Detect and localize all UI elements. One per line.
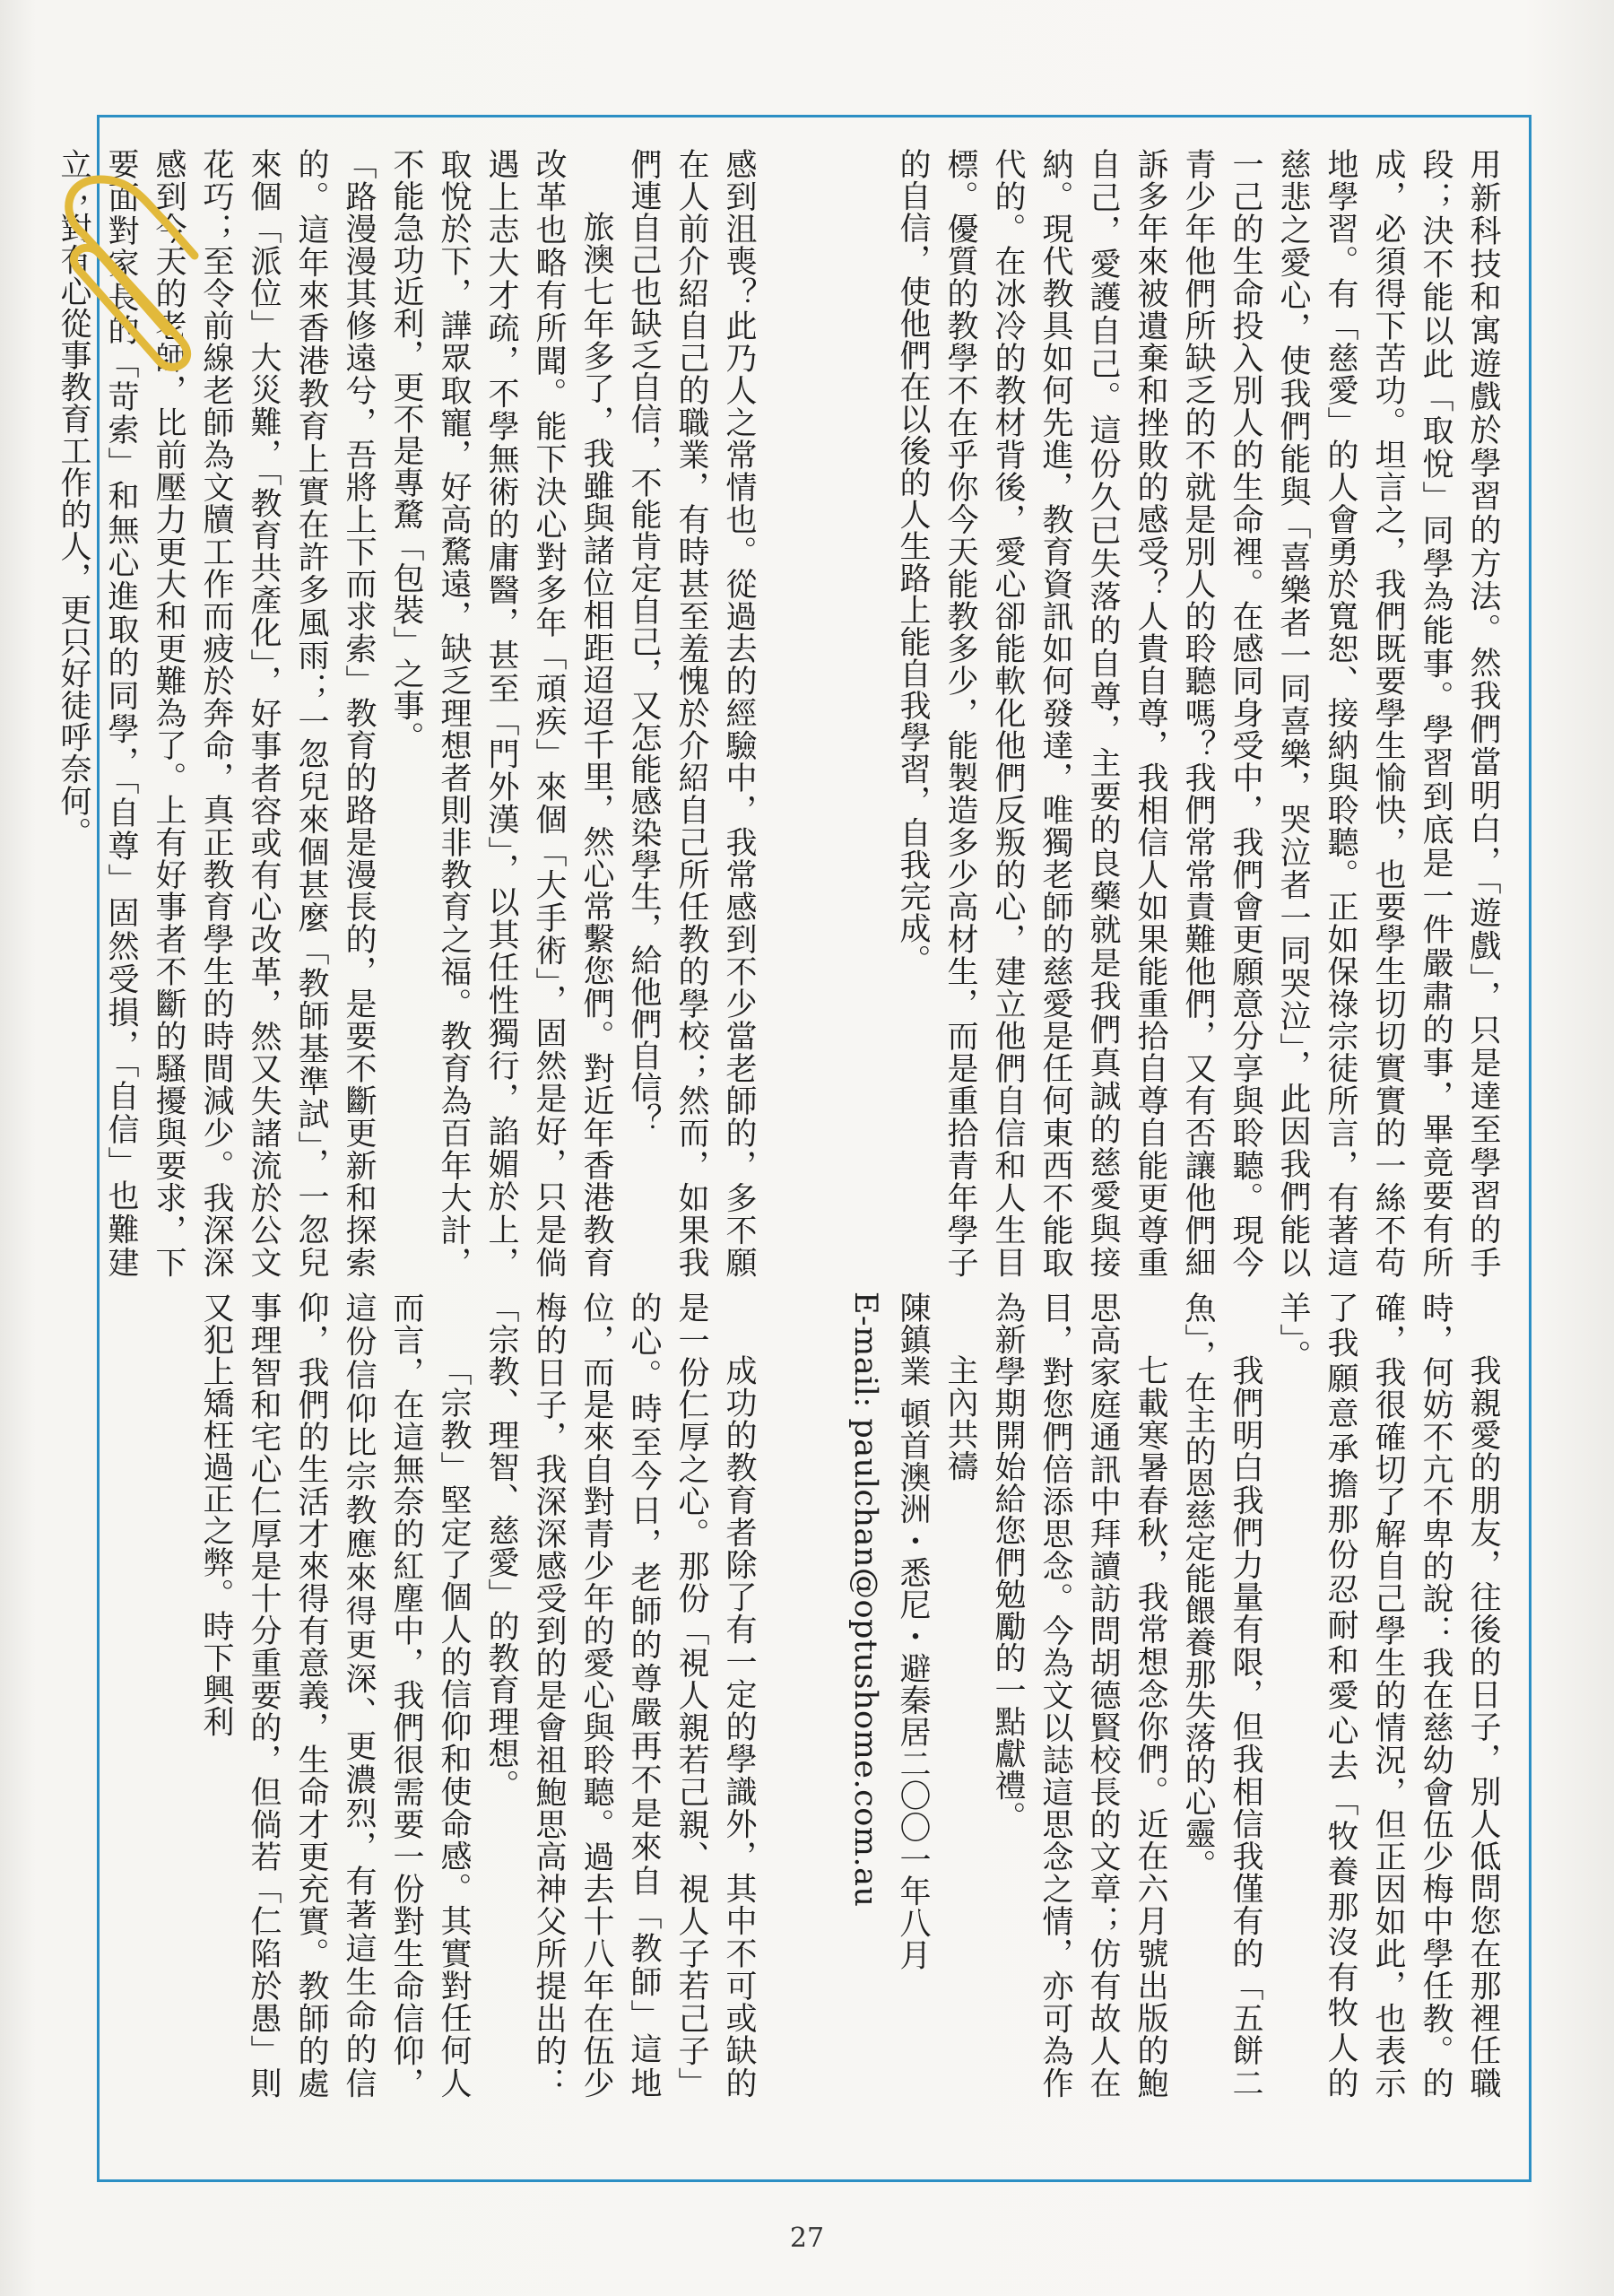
paperclip-icon [47,161,208,386]
article-column-lower-right [780,1292,1506,2099]
paragraph-frustration: 感到沮喪？此乃人之常情也。從過去的經驗中，我常感到不少當老師的，多不願在人前介紹自己的職業，有時甚至羞愧於介紹自己所任教的學校；然而，如果我們連自己也缺乏自信，不能肯定自己，又怎能感染學生，給他們自信？ [626,148,757,1278]
paragraph-games-and-love: 用新科技和寓遊戲於學習的方法。然我們當明白，「遊戲」，只是達至學習的手段；決不能以此「取悅」同學為能事。學習到底是一件嚴肅的事，畢竟要有所成，必須得下苦功。坦言之，我們既要學生愉快，也要學生切切實實的一絲不苟地學習。有「慈愛」的人會勇於寬恕、接納與聆聽。正如保祿宗徒所言，有著這慈悲之愛心，使我們能與「喜樂者一同喜樂，哭泣者一同哭泣」，此因我們能以一己的生命投入別人的生命裡。在感同身受中，我們會更願意分享與聆聽。現今青少年他們所缺乏的不就是別人的聆聽嗎？我們常常責難他們，又有否讓他們細訴多年來被遺棄和挫敗的感受？人貴自尊，我相信人如果能重拾自尊自能更尊重自己，愛護自己。這份久已失落的自尊，主要的良藥就是我們真誠的慈愛與接納。現代教具如何先進，教育資訊如何發達，唯獨老師的慈愛是任何東西不能取代的。在冰冷的教材背後，愛心卻能軟化他們反叛的心，建立他們自信和人生目標。優質的教學不在乎你今天能教多少，能製造多少高材生，而是重拾青年學子的自信，使他們在以後的人生路上能自我學習，自我完成。 [895,148,1501,1278]
paragraph-seven-years: 七載寒暑春秋，我常想念你們。近在六月號出版的鮑思高家庭通訊中拜讀訪問胡德賢校長的文章；仿有故人在目，對您們倍添思念。今為文以誌這思念之情，亦可為作為新學期開始給您們勉勵的一點獻禮。 [990,1292,1168,2099]
page-number: 27 [789,2222,825,2254]
paragraph-long-road: 「路漫漫其修遠兮，吾將上下而求索」教育的路是漫長的，是要不斷更新和探索的。這年來香港教育上實在許多風雨；一忽兒來個甚麼「教師基準試」，一忽兒來個「派位」大災難，「教育共產化」，好事者容或有心改革，然又失諸流於公文花巧；至令前線老師為文牘工作而疲於奔命，真正教育學生的時間減少。我深深感到今天的老師，比前壓力更大和更難為了。上有好事者不斷的騷擾與要求，下要面對家長的「苛索」和無心進取的同學，「自尊」固然受損，「自信」也難建立；對有心從事教育工作的人，更只好徒呼奈何。 [56,148,377,1278]
paragraph-hk-reform: 旅澳七年多了，我雖與諸位相距迢迢千里，然心常繫您們。對近年香港教育改革也略有所聞。能下決心對多年「頑疾」來個「大手術」，固然是好，只是倘遇上志大才疏，不學無術的庸醫，甚至「門外漢」，以其任性獨行，諂媚於上，取悅於下，譁眾取寵，好高騖遠，缺乏理想者則非教育之福。教育為百年大計，不能急功近利，更不是專騖「包裝」之事。 [388,148,614,1278]
closing-blessing: 主內共禱 [942,1354,978,1482]
article-column-lower-left [126,1292,762,2099]
author-email: E-mail: paulchan@optushome.com.au [847,1292,883,1908]
article-column-upper-right [780,148,1506,1278]
paragraph-successful-educator: 成功的教育者除了有一定的學識外，其中不可或缺的是一份仁厚之心。那份「視人親若己親、視人子若己子」的心。時至今日，老師的尊嚴再不是來自「教師」這地位，而是來自對青少年的愛心與聆聽。過去十八年在伍少梅的日子，我深深感受到的是會祖鮑思高神父所提出的：「宗教、理智、慈愛」的教育理想。 [483,1292,757,2099]
article-column-upper-left [56,148,762,1278]
paragraph-religion: 「宗教」堅定了個人的信仰和使命感。其實對任何人而言，在這無奈的紅塵中，我們很需要一份對生命信仰，這份信仰比宗教應來得更深、更濃烈，有著這生命的信仰，我們的生活才來得有意義，生命才更充實。教師的處事理智和宅心仁厚是十分重要的，但倘若「仁陷於愚」則又犯上矯枉過正之弊。時下興利 [198,1292,472,2099]
paragraph-five-loaves: 我們明白我們力量有限，但我相信我僅有的「五餅二魚」，在主的恩慈定能餵養那失落的心靈。 [1180,1292,1263,2099]
paragraph-dear-friends: 我親愛的朋友，往後的日子，別人低問您在那裡任職時，何妨不亢不卑的說：我在慈幼會伍少梅中學任教。的確，我很確切了解自己學生的情況，但正因如此，也表示了我願意承擔那份忍耐和愛心去「牧養那沒有牧人的羊」。 [1275,1292,1501,2099]
author-signature: 陳鎮業 頓首澳洲・悉尼・避秦居二〇〇一年八月 [895,1292,931,1971]
